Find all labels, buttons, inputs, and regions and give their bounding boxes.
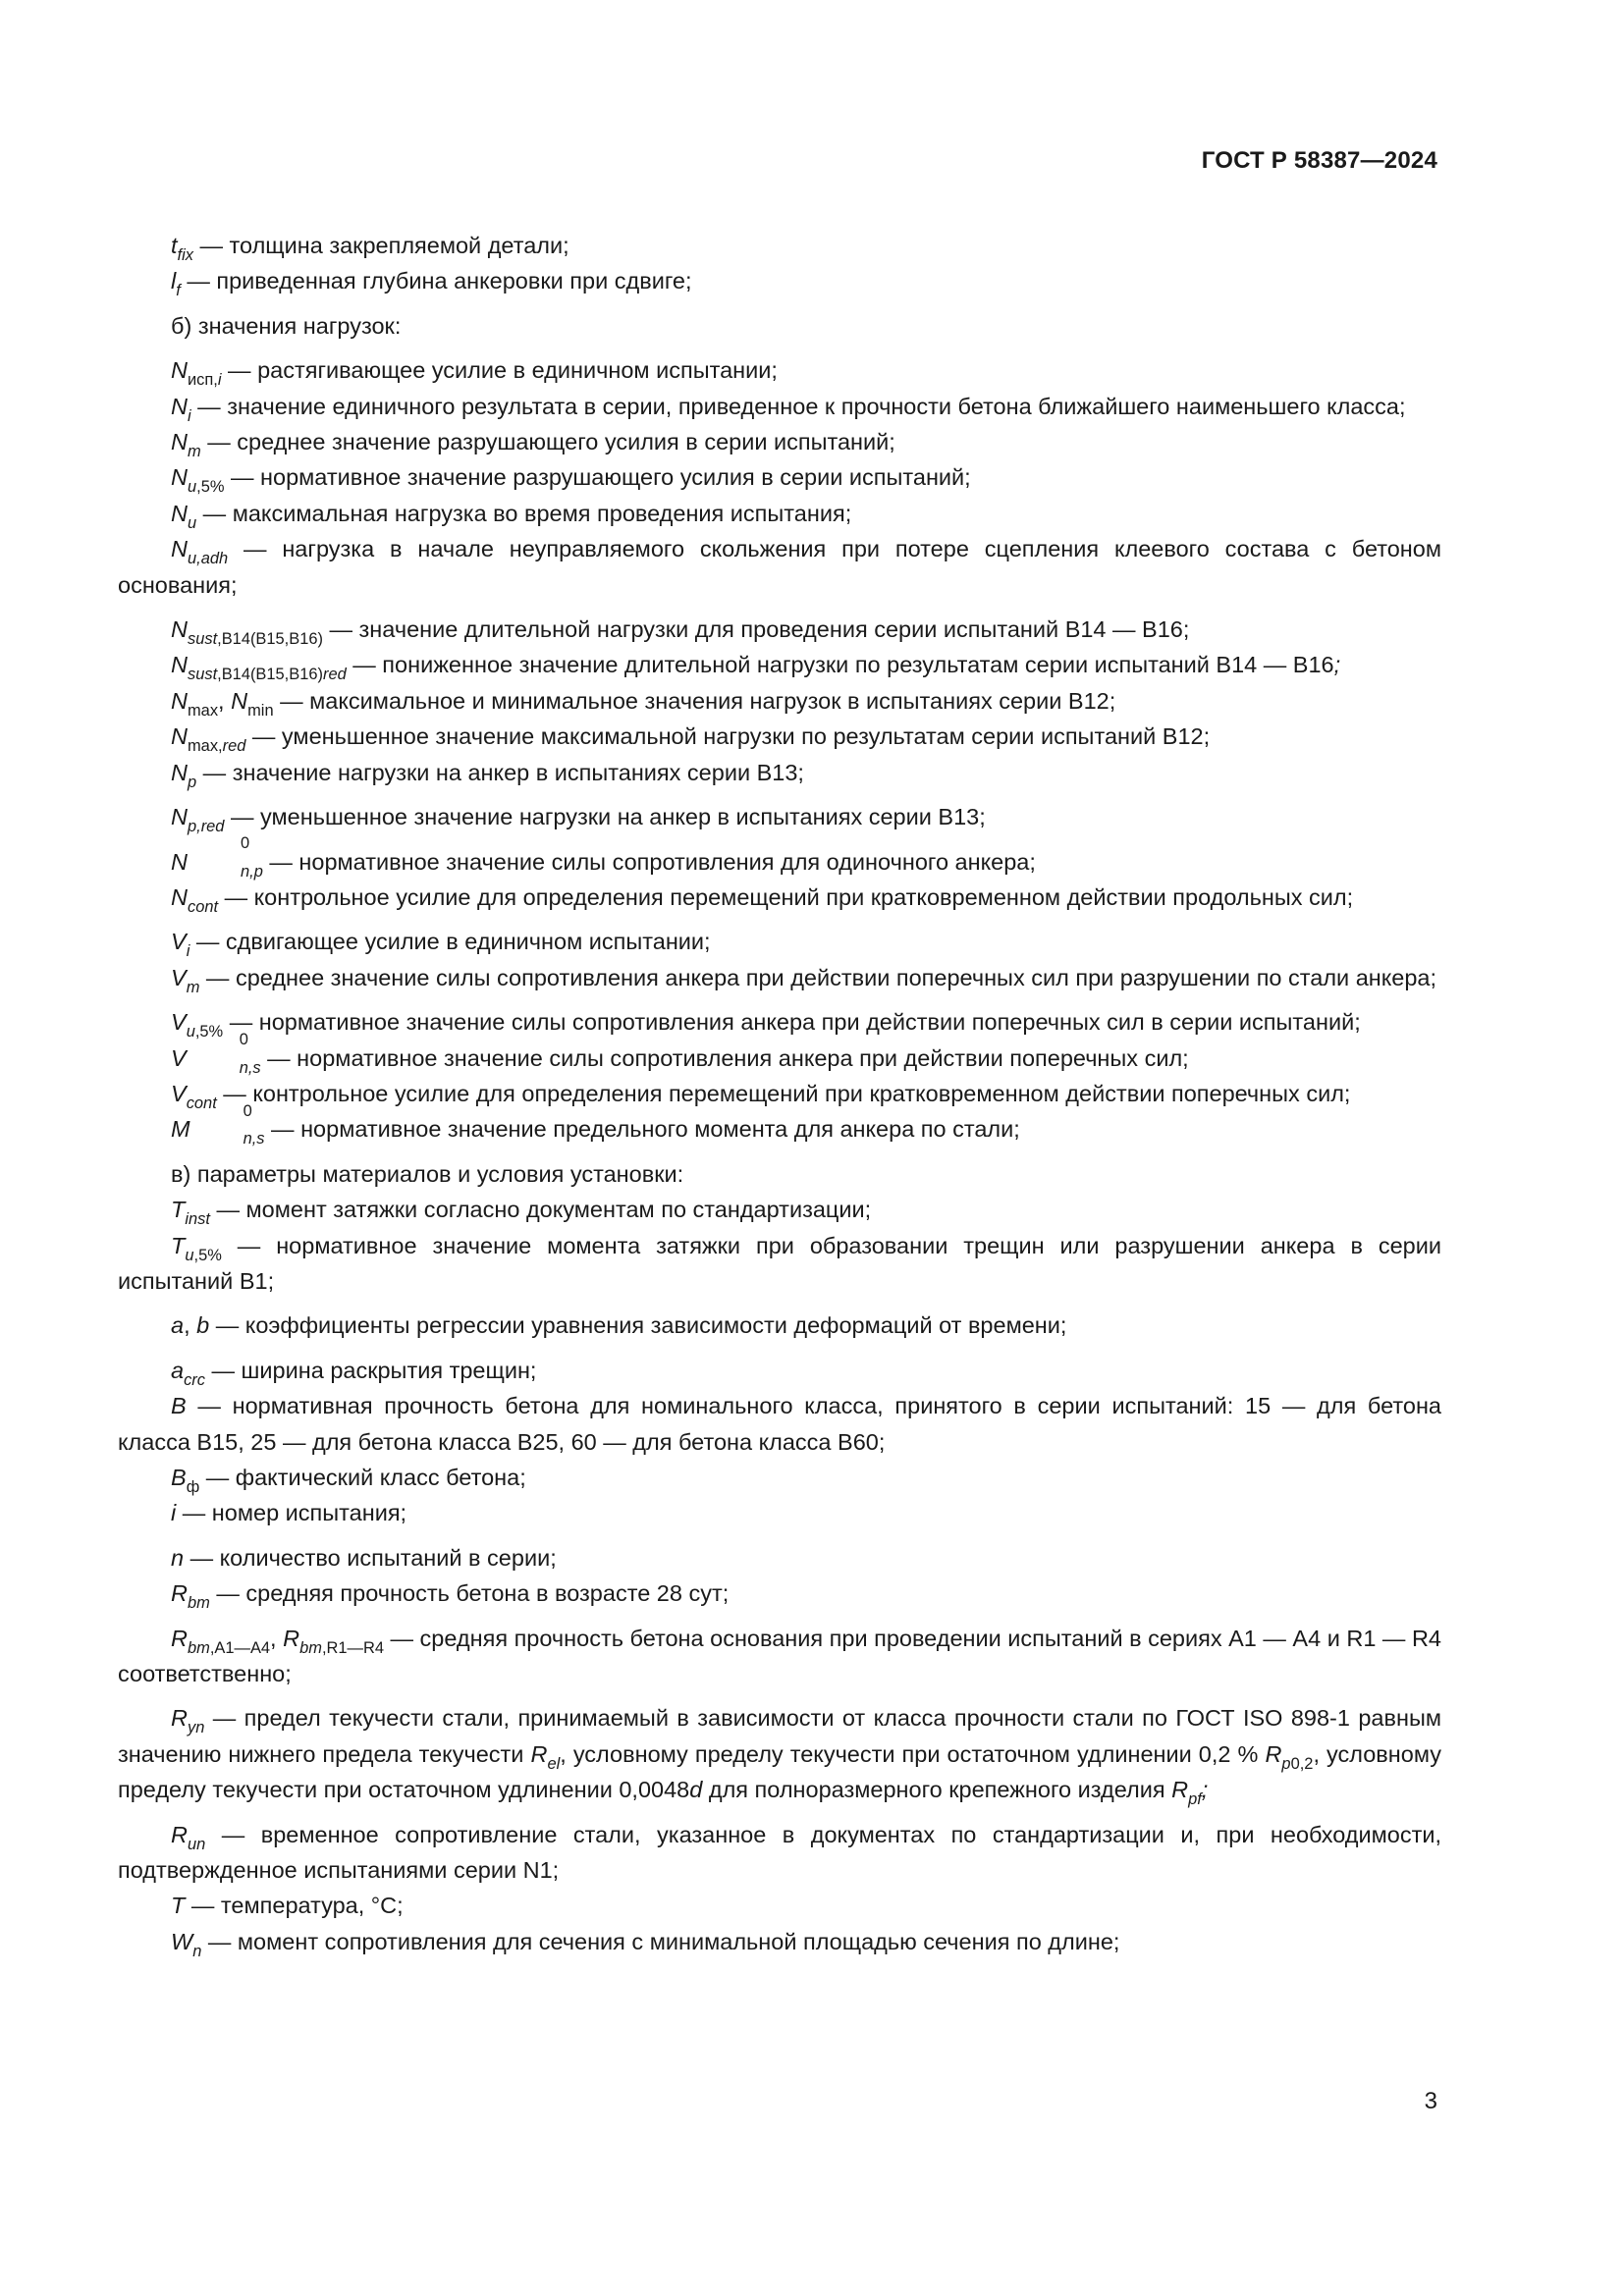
section-heading-loads: б) значения нагрузок: — [171, 312, 402, 339]
list-item: $N_{cont}$ — контрольное усилие для определения перемещений при кратковременном действии продольных сил; — [171, 883, 1354, 916]
list-item: $N_{p,red}$ — уменьшенное значение нагрузки на анкер в испытаниях серии В13; — [171, 804, 986, 835]
list-item: M 0 $_{n,s}$ — нормативное значение предельного момента для анкера по стали; — [171, 1101, 1020, 1148]
list-item: i — номер испытания; — [171, 1500, 407, 1526]
list-item: $N_{u,adh}$ — нагрузка в начале неуправляемого скольжения при потере сцепления клеевого состава с бетоном основания; — [118, 536, 1442, 598]
list-item: $V_i$ — сдвигающее усилие в единичном испытании; — [171, 929, 711, 961]
list-item: $R_{bm}$ — средняя прочность бетона в возрасте 28 сут; — [171, 1580, 730, 1613]
list-item: N 0 $_{n,p}$ — нормативное значение силы сопротивления для одиночного анкера; — [171, 833, 1036, 881]
list-item: n — количество испытаний в серии; — [171, 1544, 557, 1571]
list-item: T — температура, °С; — [171, 1893, 404, 1919]
list-item: $N_{sust,В14(В15,В16)}$ — значение длительной нагрузки для проведения серии испытаний В14 — В16; — [171, 616, 1190, 648]
list-item: $V_{cont}$ — контрольное усилие для определения перемещений при кратковременном действии поперечных сил; — [171, 1080, 1351, 1112]
list-item: $R_{bm,А1—А4}$, $R_{bm,R1—R4}$ — средняя прочность бетона основания при проведении испытаний в сериях А1 — А4 и R1 — R4 соответственно; — [118, 1625, 1442, 1687]
list-item: $t_{fix}$ — толщина закрепляемой детали; — [171, 233, 569, 264]
list-item: $B_ф$ — фактический класс бетона; — [171, 1465, 526, 1496]
list-item: $W_n$ — момент сопротивления для сечения с минимальной площадью сечения по длине; — [171, 1928, 1120, 1960]
list-item: V 0 $_{n,s}$ — нормативное значение силы сопротивления анкера при действии поперечных сил; — [171, 1030, 1189, 1077]
list-item: $N_p$ — значение нагрузки на анкер в испытаниях серии В13; — [171, 759, 804, 791]
page-number: 3 — [1424, 2088, 1437, 2114]
list-item: $a_{crc}$ — ширина раскрытия трещин; — [171, 1357, 537, 1389]
list-item: $T_{inst}$ — момент затяжки согласно документам по стандартизации; — [171, 1197, 872, 1229]
list-item: a, b — коэффициенты регрессии уравнения зависимости деформаций от времени; — [171, 1312, 1067, 1339]
list-item: $V_{u,5\%}$ — нормативное значение силы сопротивления анкера при действии поперечных сил в серии испытаний; — [171, 1009, 1361, 1041]
list-item: $N_{u,5\%}$ — нормативное значение разрушающего усилия в серии испытаний; — [171, 464, 971, 497]
list-item: $N_i$ — значение единичного результата в серии, приведенное к прочности бетона ближайшего наименьшего класса; — [171, 393, 1406, 425]
symbols-list — [118, 228, 1441, 1959]
document-header: ГОСТ Р 58387—2024 — [1201, 147, 1437, 174]
list-item: $N_{sust,В14(В15,В16)red}$ — пониженное значение длительной нагрузки по результатам серии испытаний В14 — В16; — [171, 652, 1341, 684]
list-item: $T_{u,5\%}$ — нормативное значение момента затяжки при образовании трещин или разрушении анкера в серии испытаний В1; — [118, 1232, 1441, 1294]
list-item: $N_u$ — максимальная нагрузка во время проведения испытания; — [171, 500, 852, 532]
list-item: $l_f$ — приведенная глубина анкеровки при сдвиге; — [171, 268, 692, 300]
list-item: $N_{max}$, $N_{min}$ — максимальное и минимальное значения нагрузок в испытаниях серии В12; — [171, 687, 1116, 720]
list-item: $N_{max,red}$ — уменьшенное значение максимальной нагрузки по результатам серии испытаний В12; — [171, 723, 1211, 756]
list-item: $R_{un}$ — временное сопротивление стали, указанное в документах по стандартизации и, при необходимости, подтвержденное испытаниями серии N1; — [118, 1821, 1442, 1884]
list-item: $V_m$ — среднее значение силы сопротивления анкера при действии поперечных сил при разрушении по стали анкера; — [171, 964, 1437, 996]
list-item: $N_m$ — среднее значение разрушающего усилия в серии испытаний; — [171, 429, 895, 460]
list-item: $R_{yn}$ — предел текучести стали, принимаемый в зависимости от класса прочности стали по ГОСТ ISO 898-1 равным значению нижнего предела текучести $R_{el}$, условному пределу текучести при остаточном удлинении 0,2 % $R_{p0,2}$, условному пределу текучести при остаточном удлинении 0,0048d для полноразмерного крепежного изделия $R_{pf}$; — [118, 1705, 1441, 1809]
list-item: B — нормативная прочность бетона для номинального класса, принятого в серии испытаний: 15 — для бетона класса В15, 25 — для бетона класса В25, 60 — для бетона класса В60; — [118, 1393, 1442, 1455]
list-item: $N_{исп,i}$ — растягивающее усилие в единичном испытании; — [171, 357, 778, 390]
section-heading-materials: в) параметры материалов и условия установки: — [171, 1160, 684, 1187]
